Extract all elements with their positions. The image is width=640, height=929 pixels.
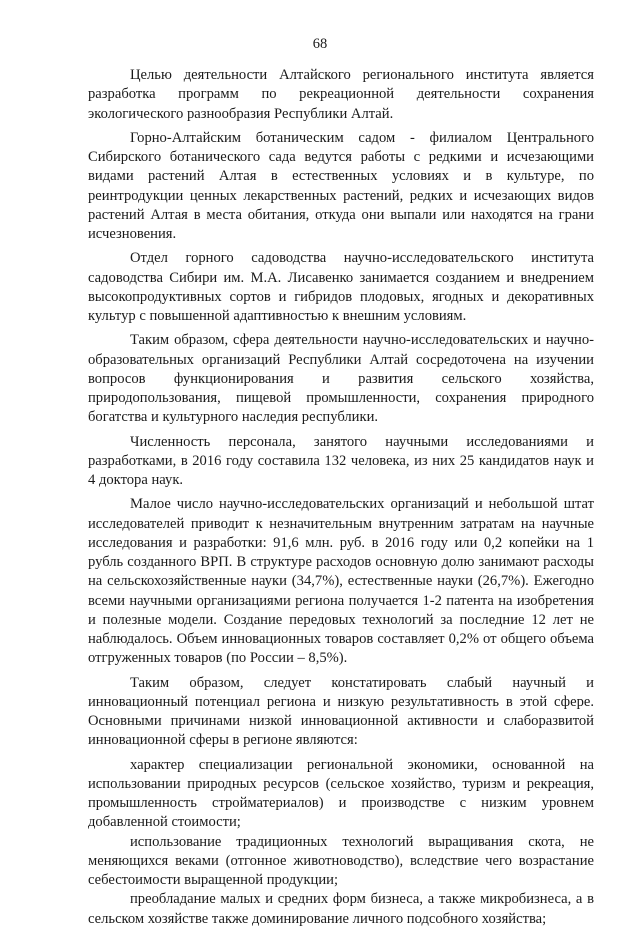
page-number: 68 (312, 36, 328, 52)
paragraph-botanical-garden: Горно-Алтайским ботаническим садом - филиалом Центрального Сибирского ботанического сада ведутся работы с редкими и исчезающими видами растений Алтая в естественных условиях и в культуре, по реинтродукции ценных лекарственных растений, редких и исчезающих видов растений Алтая в места обитания, откуда они выпали или находятся на грани исчезновения. (88, 129, 594, 242)
paragraph-horticulture-department: Отдел горного садоводства научно-исследовательского института садоводства Сибири им. М.А. Лисавенко занимается созданием и внедрением высокопродуктивных сортов и гибридов плодовых, ягодных и декоративных культур с повышенной адаптивностью к внешним условиям. (88, 250, 594, 324)
list-item-traditional-technologies: использование традиционных технологий выращивания скота, не меняющихся веками (отгонное животноводство), вследствие чего возрастание себестоимости выращенной продукции; (88, 833, 594, 888)
list-item-small-business: преобладание малых и средних форм бизнеса, а также микробизнеса, а в сельском хозяйстве также доминирование личного подсобного хозяйства; (88, 891, 594, 927)
paragraph-personnel: Численность персонала, занятого научными исследованиями и разработками, в 2016 году составила 132 человека, из них 25 кандидатов наук и 4 доктора наук. (88, 433, 594, 488)
document-body (88, 66, 594, 929)
paragraph-innovation-potential: Таким образом, следует констатировать слабый научный и инновационный потенциал региона и низкую результативность в этой сфере. Основными причинами низкой инновационной активности и слаборазвитой инновационной сферы в регионе являются: (88, 674, 594, 749)
paragraph-research-expenditure: Малое число научно-исследовательских организаций и небольшой штат исследователей приводит к незначительным внутренним затратам на научные исследования и разработки: 91,6 млн. руб. в 2016 году или 0,2 копейки на 1 рубль созданного ВРП. В структуре расходов основную долю занимают расходы на сельскохозяйственные науки (34,7%), естественные науки (26,7%). Ежегодно всеми научными организациями региона получается 1-2 патента на изобретения и полезные модели. Создание передовых технологий за последние 12 лет не наблюдалось. Объем инновационных товаров составляет 0,2% от общего объема отгруженных товаров (по России – 8,5%). (88, 496, 594, 667)
list-item-economy-specialization: характер специализации региональной экономики, основанной на использовании природных ресурсов (сельское хозяйство, туризм и рекреация, промышленность стройматериалов) и производстве с низким уровнем добавленной стоимости; (88, 756, 594, 831)
paragraph-research-sphere: Таким образом, сфера деятельности научно-исследовательских и научно-образовательных организаций Республики Алтай сосредоточена на изучении вопросов функционирования и развития сельского хозяйства, природопользования, пищевой промышленности, сохранения природного богатства и культурного наследия республики. (88, 332, 594, 426)
paragraph-institute-goal: Целью деятельности Алтайского регионального института является разработка программ по рекреационной деятельности сохранения экологического разнообразия Республики Алтай. (88, 67, 594, 122)
